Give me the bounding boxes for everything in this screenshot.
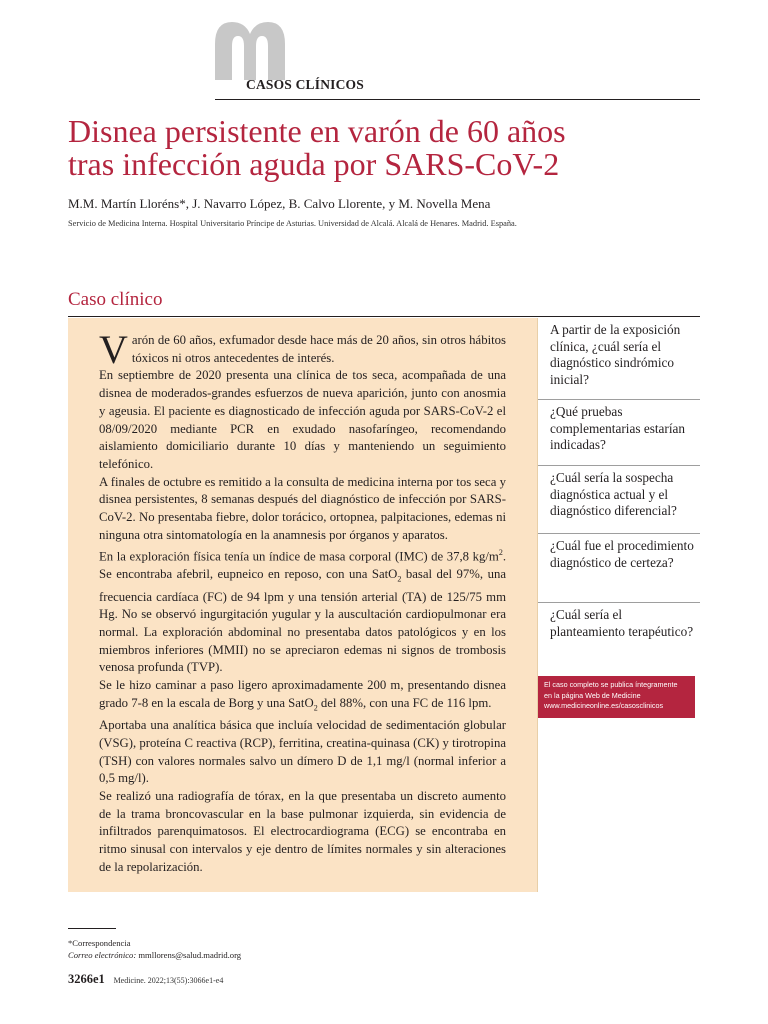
question-item: ¿Cuál sería la sospecha diagnóstica actual y el diagnóstico diferencial? [538,466,700,534]
authors: M.M. Martín Lloréns*, J. Navarro López, B. Calvo Llorente, y M. Novella Mena [68,196,491,211]
article-title [68,115,708,181]
case-paragraph: Se realizó una radiografía de tórax, en la que presentaba un discreto aumento de la trama broncovascular en la base pulmonar izquierda, sin evidencia de infiltrados parenquimatosos. El electrocardiograma (ECG) se encontraba en ritmo sinusal con intervalos y eje dentro de límites normales y sin alteraciones de la repolarización. [99,788,506,874]
case-box [68,318,538,892]
case-paragraph: Se le hizo caminar a paso ligero aproximadamente 200 m, presentando disnea grado 7-8 en la escala de Borg y una SatO$_2$ del 88%, con una FC de 116 lpm. [99,678,506,713]
email-line [68,950,241,962]
page-number: 3266e1 [68,972,105,986]
case-paragraph: Aportaba una analítica básica que incluía velocidad de sedimentación globular (VSG), proteína C reactiva (RCP), ferritina, creatina-quinasa (CK) y tirotropina (TSH) con valores normales salvo un dímero D de 1,1 mg/l (normal inferior a 0,5 mg/l). [99,718,506,786]
question-item: ¿Cuál fue el procedimiento diagnóstico de certeza? [538,534,700,603]
case-paragraph: Varón de 60 años, exfumador desde hace más de 20 años, sin otros hábitos tóxicos ni otros antecedentes de interés. [99,327,506,372]
full-case-notice [538,676,695,718]
question-item: ¿Qué pruebas complementarias estarían indicadas? [538,400,700,466]
case-paragraph: A finales de octubre es remitido a la consulta de medicina interna por tos seca y disnea persistentes, 8 semanas después del diagnóstico de infección por SARS-CoV-2. No presentaba fiebre, dolor torácico, ortopnea, palpitaciones, edemas ni ninguna otra sintomatología en la anamnesis por órganos y aparatos. [99,474,506,542]
notice-line: en la página Web de Medicine [544,690,641,700]
questions-sidebar [538,318,700,672]
drop-cap: V [99,327,128,372]
header-divider [215,99,700,100]
case-paragraph: En la exploración física tenía un índice de masa corporal (IMC) de 37,8 $kg/m^2$. Se encontraba afebril, eupneico en reposo, con una SatO$_2$ basal del 97%, una frecuencia cardíaca (FC) de 94 lpm y una tensión arterial (TA) de 125/75 mm Hg. No se observó ingurgitación yugular y la auscultación cardiopulmonar era normal. La exploración abdominal no presentaba datos patológicos y en los miembros inferiores (MMII) no se apreciaron edemas ni signos de trombosis venosa profunda (TVP). [99,548,506,675]
citation: Medicine. 2022;13(55):3066e1-e4 [113,976,224,985]
case-text [99,327,506,876]
footnote [68,938,241,961]
title-line: Disnea persistente en varón de 60 años [68,113,566,149]
case-heading: Caso clínico [68,289,163,310]
notice-link[interactable]: www.medicineonline.es/casosclinicos [544,701,664,710]
correspondence-label: *Correspondencia [68,938,131,948]
title-line: tras infección aguda por SARS-CoV-2 [68,146,560,182]
question-item: A partir de la exposición clínica, ¿cuál sería el diagnóstico sindrómico inicial? [538,318,700,400]
affiliation: Servicio de Medicina Interna. Hospital Universitario Príncipe de Asturias. Universidad de Alcalá. Alcalá de Henares. Madrid. España. [68,219,517,228]
email-label: Correo electrónico: [68,949,137,960]
email-address[interactable]: mmllorens@salud.madrid.org [136,949,242,960]
logo-m-icon [215,22,285,80]
footnote-divider [68,928,116,929]
section-label: CASOS CLÍNICOS [246,77,364,92]
question-item: ¿Cuál sería el planteamiento terapéutico? [550,607,694,639]
medicine-logo [215,22,285,80]
notice-line: El caso completo se publica íntegramente [544,680,678,689]
case-divider [68,316,700,317]
page-footer [68,972,223,987]
case-paragraph: En septiembre de 2020 presenta una clínica de tos seca, acompañada de una disnea de moderados-grandes esfuerzos de nueva aparición, junto con anosmia y ageusia. El paciente es diagnosticado de infección aguda por SARS-CoV-2 el 08/09/2020 mediante PCR en exudado nasofaríngeo, recomendando aislamiento domiciliario durante 10 días y manteniendo un seguimiento telefónico. [99,368,506,471]
